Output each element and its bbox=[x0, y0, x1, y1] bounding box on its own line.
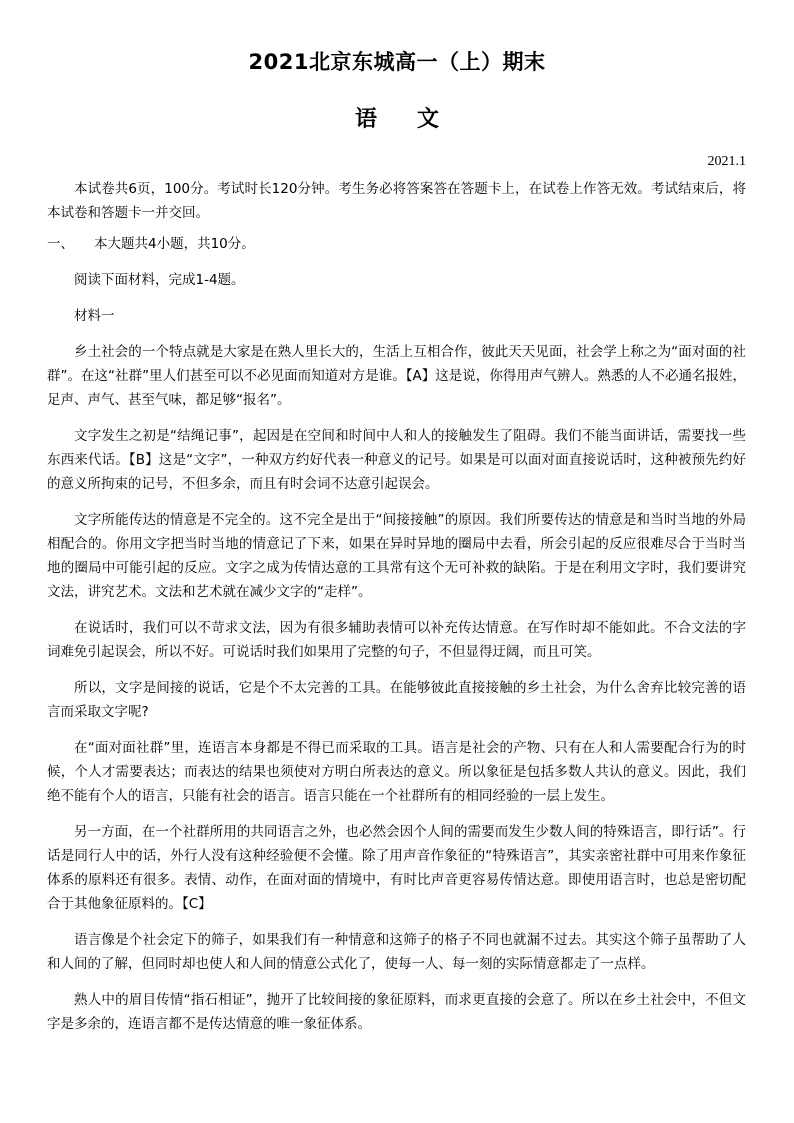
section-description: 本大题共4小题，共10分。 bbox=[94, 236, 255, 252]
paragraph: 文字发生之初是“结绳记事”，起因是在空间和时间中人和人的接触发生了阻碍。我们不能当面讲话，需要找一些东西来代话。【B】这是“文字”，一种双方约好代表一种意义的记号。如果是可以面对面直接说话时，这种被预先约好的意义所拘束的记号，不但多余，而且有时会词不达意引起误会。 bbox=[47, 428, 746, 492]
material-label: 材料一 bbox=[74, 308, 115, 324]
exam-title: 2021北京东城高一（上）期末 bbox=[248, 50, 546, 74]
paragraph: 另一方面，在一个社群所用的共同语言之外，也必然会因个人间的需要而发生少数人间的特殊语言，即行话”。行话是同行人中的话，外行人没有这种经验便不会懂。除了用声音作象征的“特殊语言”，其实亲密社群中可用来作象征体系的原料还有很多。表情、动作，在面对面的情境中，有时比声音更容易传情达意。即使用语言时，也总是密切配合于其他象征原料的。【C】 bbox=[47, 824, 746, 912]
reading-prompt: 阅读下面材料，完成1-4题。 bbox=[74, 272, 245, 288]
subject-title: 语文 bbox=[354, 107, 479, 132]
section-heading bbox=[47, 232, 746, 256]
exam-date: 2021.1 bbox=[707, 154, 746, 169]
paragraph: 所以，文字是间接的说话，它是个不太完善的工具。在能够彼此直接接触的乡土社会，为什么舍弃比较完善的语言而采取文字呢? bbox=[47, 680, 746, 720]
exam-body bbox=[47, 177, 746, 1048]
section-number: 一、 bbox=[47, 236, 74, 252]
paragraph: 文字所能传达的情意是不完全的。这不完全是出于“间接接触”的原因。我们所要传达的情意是和当时当地的外局相配合的。你用文字把当时当地的情意记了下来，如果在异时异地的圈局中去看，所会引起的反应很难尽合于当时当地的圈局中可能引起的反应。文字之成为传情达意的工具常有这个无可补救的缺陷。于是在利用文字时，我们要讲究文法，讲究艺术。文法和艺术就在减少文字的“走样”。 bbox=[47, 512, 746, 600]
instructions: 本试卷共6页，100分。考试时长120分钟。考生务必将答案答在答题卡上，在试卷上作答无效。考试结束后，将本试卷和答题卡一并交回。 bbox=[47, 181, 746, 221]
paragraph: 熟人中的眉目传情“指石相证”，抛开了比较间接的象征原料，而求更直接的会意了。所以在乡土社会中，不但文字是多余的，连语言都不是传达情意的唯一象征体系。 bbox=[47, 992, 746, 1032]
paragraph: 在说话时，我们可以不苛求文法，因为有很多辅助表情可以补充传达情意。在写作时却不能如此。不合文法的字词难免引起误会，所以不好。可说话时我们如果用了完整的句子，不但显得迂阔，而且可笑。 bbox=[47, 620, 746, 660]
paragraph: 语言像是个社会定下的筛子，如果我们有一种情意和这筛子的格子不同也就漏不过去。其实这个筛子虽帮助了人和人间的了解，但同时却也使人和人间的情意公式化了，使每一人、每一刻的实际情意都走了一点样。 bbox=[47, 932, 746, 972]
paragraph: 乡土社会的一个特点就是大家是在熟人里长大的，生活上互相合作，彼此天天见面，社会学上称之为“面对面的社群”。在这“社群”里人们甚至可以不必见面而知道对方是谁。【A】这是说，你得用声气辨人。熟悉的人不必通名报姓，足声、声气、甚至气味，都足够“报名”。 bbox=[47, 344, 746, 408]
paragraph: 在“面对面社群”里，连语言本身都是不得已而采取的工具。语言是社会的产物、只有在人和人需要配合行为的时候，个人才需要表达；而表达的结果也须使对方明白所表达的意义。所以象征是包括多数人共认的意义。因此，我们绝不能有个人的语言，只能有社会的语言。语言只能在一个社群所有的相同经验的一层上发生。 bbox=[47, 740, 746, 804]
